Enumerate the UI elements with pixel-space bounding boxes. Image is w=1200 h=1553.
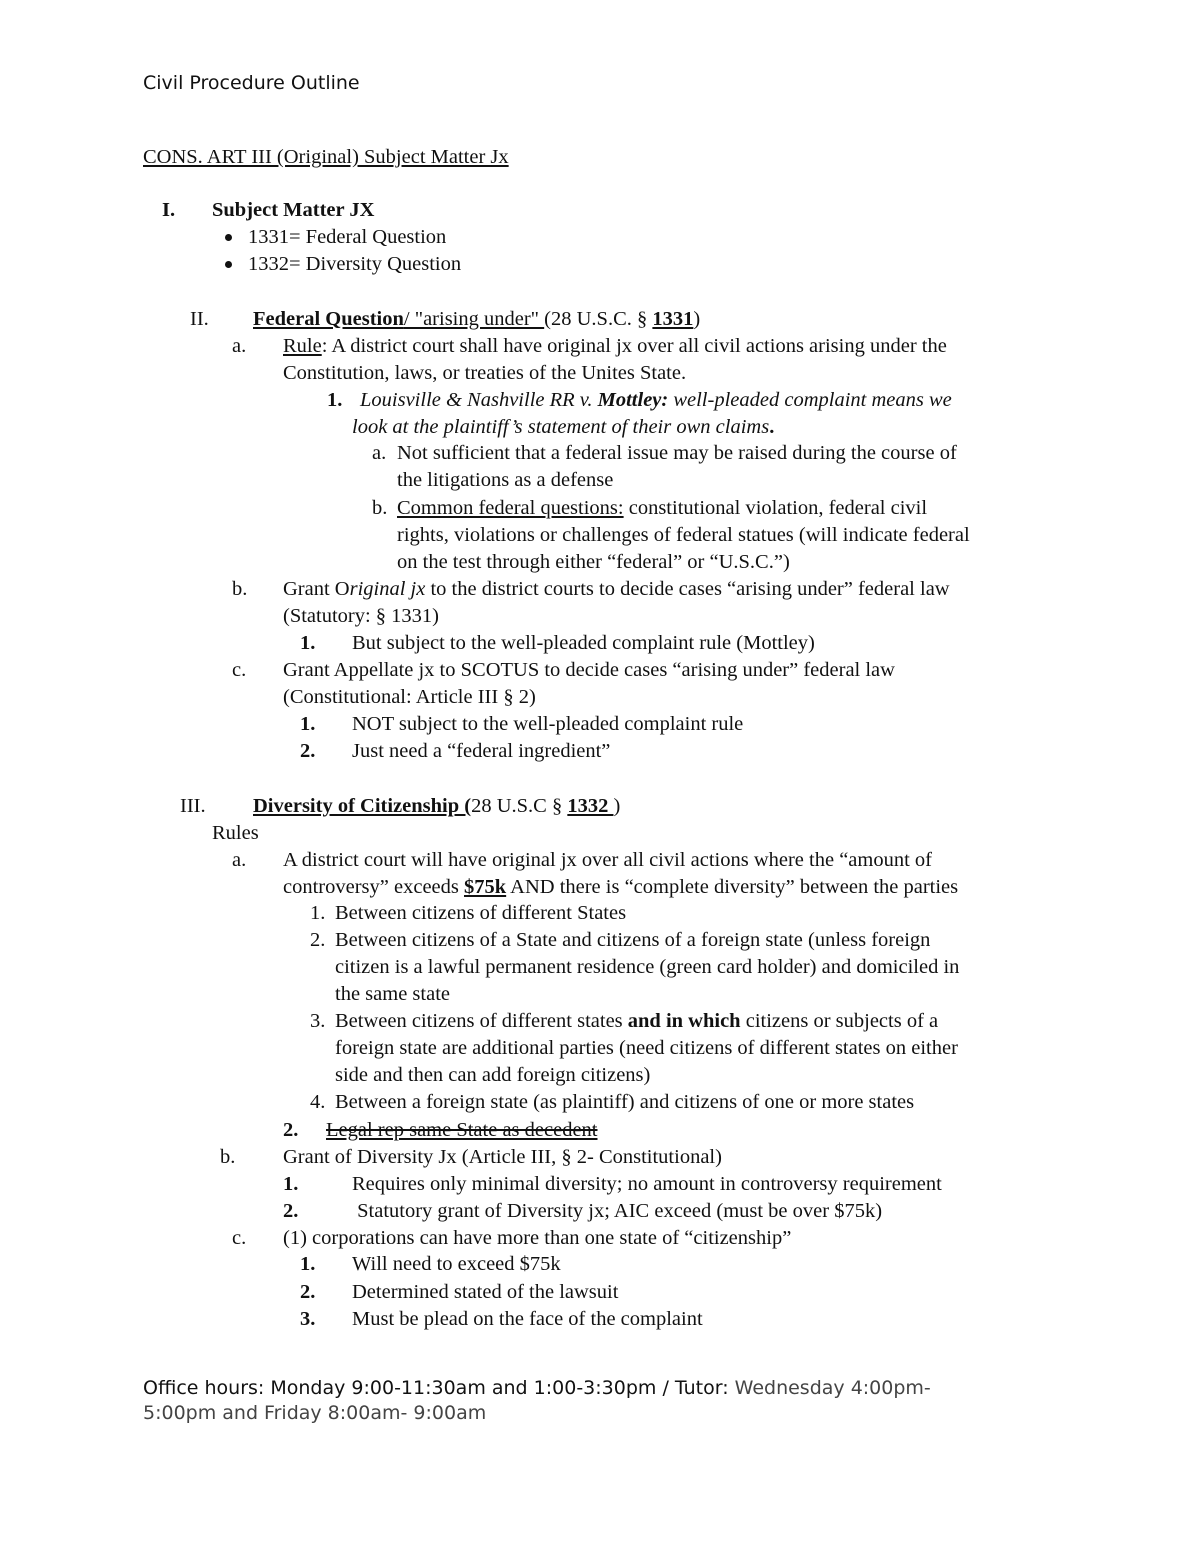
item-label: 2. [310, 929, 326, 951]
text [397, 495, 927, 522]
text: (Constitutional: Article III § 2) [283, 686, 536, 708]
text: NOT subject to the well-pleaded complaint rule [352, 713, 744, 735]
text: controversy” exceeds [283, 876, 464, 898]
section-ii-title [253, 306, 700, 333]
bullet-item [248, 224, 446, 251]
title-text: Federal Question [253, 308, 404, 330]
item-label: 2. [283, 1200, 299, 1222]
text: Between citizens of different states [335, 1010, 628, 1032]
citation: ) [693, 308, 701, 330]
text: Grant Appellate jx to SCOTUS to decide cases “arising under” federal law [283, 659, 895, 681]
text: rights, violations or challenges of federal statues (will indicate federal [397, 524, 970, 546]
section-i-number: I. [162, 199, 176, 221]
item-label: a. [372, 442, 387, 464]
title-text: Diversity of Citizenship ( [253, 795, 472, 817]
text: Not sufficient that a federal issue may be raised during the course of [397, 442, 957, 464]
item-label: c. [232, 659, 247, 681]
text: (Statutory: § 1331) [283, 605, 440, 627]
bullet-item [248, 251, 461, 278]
text: Constitution, laws, or treaties of the Unites State. [283, 362, 687, 384]
text: riginal jx [349, 578, 426, 600]
text: Between citizens of different States [335, 902, 627, 924]
item-label: 2. [283, 1119, 299, 1141]
text: Will need to exceed $75k [352, 1253, 561, 1275]
case-text [352, 414, 774, 441]
text: and in which [627, 1010, 741, 1032]
text: Between citizens of a State and citizens of a foreign state (unless foreign [335, 929, 931, 951]
text: But subject to the well-pleaded complaint rule (Mottley) [352, 632, 815, 654]
text: constitutional violation, federal civil [623, 497, 928, 519]
citation: (28 U.S.C. § [544, 308, 653, 330]
text: Statutory grant of Diversity jx; AIC exceed (must be over $75k) [352, 1200, 883, 1222]
footer-office-hours [143, 1375, 931, 1402]
text: Common federal questions: [397, 497, 624, 519]
item-label: 2. [300, 1281, 316, 1303]
item-label: b. [232, 578, 248, 600]
item-label: a. [232, 335, 247, 357]
case-text [360, 387, 952, 414]
title-text: / "arising under" [403, 308, 545, 330]
text: (1) corporations can have more than one state of “citizenship” [283, 1227, 792, 1249]
text: well-pleaded complaint means we [668, 389, 952, 411]
item-label: 3. [300, 1308, 316, 1330]
item-label: c. [232, 1227, 247, 1249]
section-iii-title [253, 793, 620, 820]
amount: $75k [464, 876, 507, 898]
text: foreign state are additional parties (need citizens of different states on either [335, 1037, 958, 1059]
text: the litigations as a defense [397, 469, 614, 491]
item-label: b. [220, 1146, 236, 1168]
text [283, 576, 950, 603]
rule-label: Rule [283, 335, 322, 357]
text: Just need a “federal ingredient” [352, 740, 611, 762]
text: Legal rep same State as decedent [326, 1119, 598, 1141]
rule-text [283, 333, 947, 360]
citation: 28 U.S.C § [471, 795, 568, 817]
item-label: 1. [300, 1253, 316, 1275]
item-label: 3. [310, 1010, 326, 1032]
section-ii-number: II. [190, 308, 209, 330]
text [283, 874, 958, 901]
item-label: 1. [283, 1173, 299, 1195]
bullet-text: 1331= Federal Question [248, 226, 447, 248]
rules-label: Rules [212, 822, 259, 844]
text: citizen is a lawful permanent residence (green card holder) and domiciled in [335, 956, 960, 978]
text: on the test through either “federal” or “U.S.C.”) [397, 551, 790, 573]
text: Must be plead on the face of the complaint [352, 1308, 703, 1330]
section-heading: CONS. ART III (Original) Subject Matter Jx [143, 146, 509, 168]
text: : A district court shall have original jx over all civil actions arising under the [321, 335, 947, 357]
item-label: 1. [310, 902, 326, 924]
page-header: Civil Procedure Outline [143, 72, 360, 94]
text: Between a foreign state (as plaintiff) and citizens of one or more states [335, 1091, 915, 1113]
text: the same state [335, 983, 450, 1005]
item-label: b. [372, 497, 388, 519]
text: Requires only minimal diversity; no amount in controversy requirement [352, 1173, 942, 1195]
text: A district court will have original jx over all civil actions where the “amount of [283, 849, 932, 871]
text: . [769, 416, 775, 438]
text: Office hours: Monday 9:00-11:30am and 1:00-3:30pm / Tutor: [143, 1377, 735, 1399]
case-name: Mottley: [597, 389, 669, 411]
item-label: a. [232, 849, 247, 871]
citation-number: 1332 [567, 795, 614, 817]
item-label: 2. [300, 740, 316, 762]
text: Grant of Diversity Jx (Article III, § 2- Constitutional) [283, 1146, 722, 1168]
text: Determined stated of the lawsuit [352, 1281, 619, 1303]
item-label: 1. [327, 389, 343, 411]
text: look at the plaintiff’s statement of their own claims [352, 416, 770, 438]
item-label: 1. [300, 632, 316, 654]
item-label: 4. [310, 1091, 326, 1113]
case-name: Louisville & Nashville RR v. [360, 389, 598, 411]
text: AND there is “complete diversity” between the parties [506, 876, 959, 898]
bullet-icon [225, 234, 232, 241]
text: side and then can add foreign citizens) [335, 1064, 651, 1086]
citation-number: 1331 [652, 308, 694, 330]
item-label: 1. [300, 713, 316, 735]
text: citizens or subjects of a [740, 1010, 939, 1032]
citation: ) [613, 795, 621, 817]
section-iii-number: III. [180, 795, 206, 817]
text: Grant O [283, 578, 350, 600]
bullet-text: 1332= Diversity Question [248, 253, 462, 275]
section-i-title: Subject Matter JX [212, 199, 375, 221]
text: Wednesday 4:00pm- [734, 1377, 931, 1399]
text [335, 1008, 938, 1035]
footer-office-hours: 5:00pm and Friday 8:00am- 9:00am [143, 1402, 487, 1424]
text: to the district courts to decide cases “arising under” federal law [425, 578, 950, 600]
bullet-icon [225, 261, 232, 268]
